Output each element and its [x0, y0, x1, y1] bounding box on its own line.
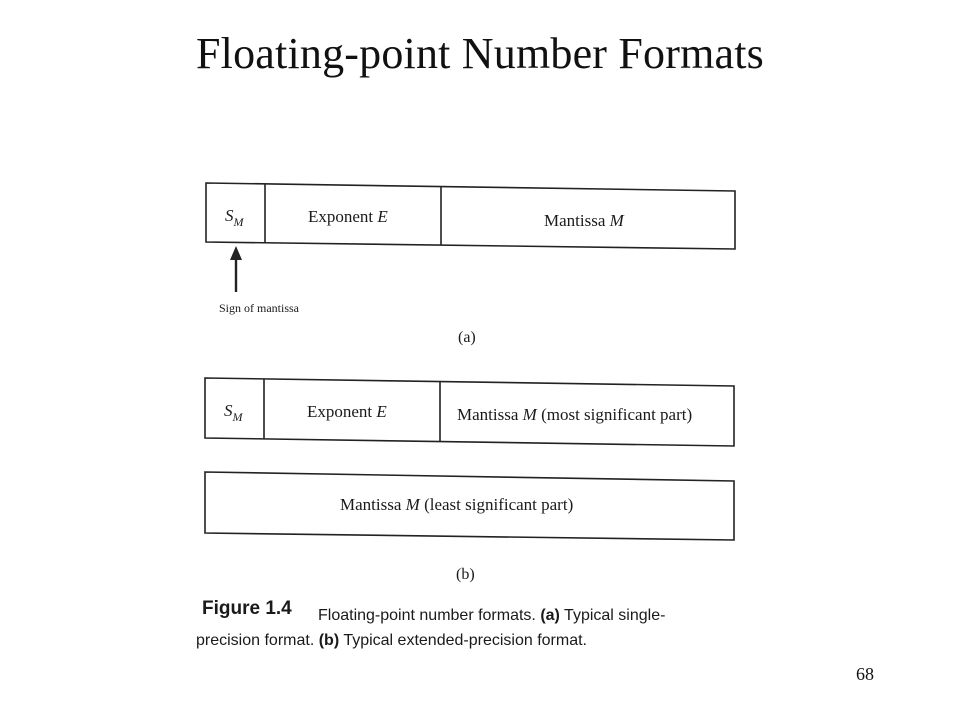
format-b-mantissa-low-field: Mantissa M (least significant part) — [340, 495, 574, 514]
format-b-exponent-field: Exponent E — [307, 402, 387, 421]
slide-page-number: 68 — [856, 664, 874, 684]
format-b-label: (b) — [456, 566, 475, 583]
figure-caption — [196, 598, 665, 649]
format-a-label: (a) — [458, 329, 476, 346]
format-b-mantissa-high-field: Mantissa M (most significant part) — [457, 405, 693, 424]
sign-pointer-arrow-icon — [230, 246, 242, 292]
format-a-diagram — [206, 183, 735, 346]
caption-line-2: precision format. (b) Typical extended-precision format. — [196, 632, 587, 649]
format-b-sign-field: $S_M$ — [224, 401, 243, 424]
format-a-mantissa-field: Mantissa M — [544, 211, 624, 230]
sign-of-mantissa-annotation: Sign of mantissa — [219, 301, 299, 315]
caption-line-1: Floating-point number formats. (a) Typical single- — [318, 607, 666, 624]
format-a-exponent-field: Exponent E — [308, 207, 388, 226]
format-a-word-box — [206, 183, 735, 249]
format-b-diagram — [205, 378, 734, 583]
format-a-sign-field: $S_M$ — [225, 206, 244, 229]
caption-figure-number: Figure 1.4 — [202, 598, 292, 619]
slide-title: Floating-point Number Formats — [196, 29, 764, 78]
